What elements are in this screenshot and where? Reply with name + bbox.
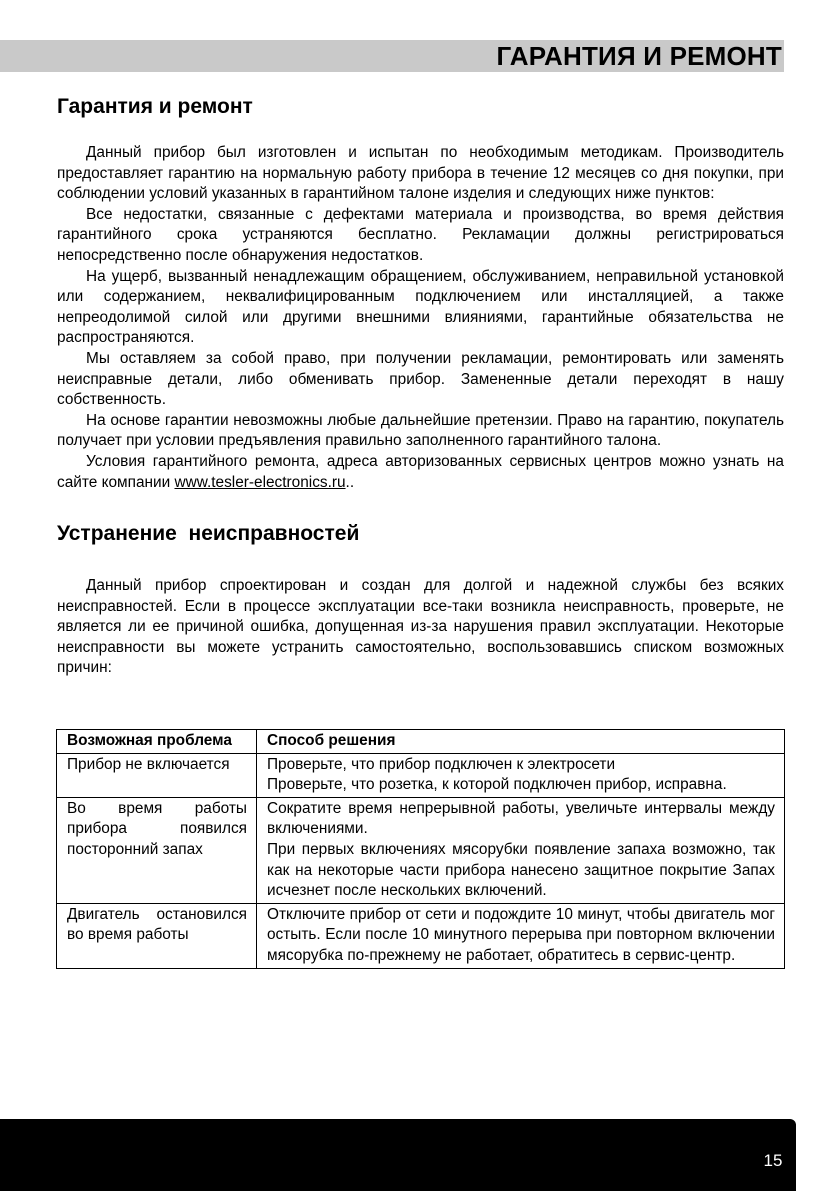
warranty-text [57,143,784,493]
problem-cell [57,797,257,903]
problem-cell [57,903,257,968]
column-header-solution: Способ решения [257,730,785,754]
warranty-paragraph: Данный прибор был изготовлен и испытан по необходимым методикам. Производитель предоставляет гарантию на нормальную работу прибора в течение 12 месяцев со дня покупки, при соблюдении условий указанных в гарантийном талоне изделия и следующих ниже пунктов: [57,144,784,203]
website-link[interactable]: www.tesler-electronics.ru [174,473,346,491]
page-number: 15 [750,1130,796,1191]
solution-text: Проверьте, что прибор подключен к электросети [267,755,616,773]
column-header-problem: Возможная проблема [57,730,257,754]
table-row [57,797,785,903]
warranty-paragraph-service [57,452,784,493]
header-bar [0,40,784,72]
solution-text: Сократите время непрерывной работы, увеличьте интервалы между включениями. [267,799,775,838]
problem-text: Прибор не включается [67,755,230,773]
page-title: ГАРАНТИЯ И РЕМОНТ [496,41,782,71]
solution-cell [257,753,785,797]
table-header-row [57,730,785,754]
table-row [57,753,785,797]
problem-text: Во время работы прибора появился посторонний запах [67,799,247,858]
solution-text: Отключите прибор от сети и подождите 10 минут, чтобы двигатель мог остыть. Если после 10 минутного перерыва при повторном включении мясорубка по-прежнему не работает, обратитесь в сервис-центр. [267,905,775,964]
solution-cell [257,903,785,968]
service-text-tail: .. [345,473,355,491]
solution-text: При первых включениях мясорубки появление запаха возможно, так как на некоторые части прибора нанесено защитное покрытие Запах исчезнет после нескольких включений. [267,840,775,900]
warranty-paragraph: Мы оставляем за собой право, при получении рекламации, ремонтировать или заменять неисправные детали, либо обменивать прибор. Замененные детали переходят в нашу собственность. [57,349,784,409]
warranty-heading: Гарантия и ремонт [57,95,253,118]
warranty-paragraph: На ущерб, вызванный ненадлежащим обращением, обслуживанием, неправильной установкой или содержанием, неквалифицированным подключением или инсталляцией, а также непреодолимой силой или другими внешними влияниями, гарантийные обязательства не распространяются. [57,267,784,347]
troubleshooting-heading: Устранение неисправностей [57,522,360,546]
troubleshooting-intro: Данный прибор спроектирован и создан для долгой и надежной службы без всяких неисправностей. Если в процессе эксплуатации все-таки возникла неисправность, проверьте, не является ли ее причиной ошибка, допущенная из-за нарушения правил эксплуатации. Некоторые неисправности вы можете устранить самостоятельно, воспользовавшись списком возможных причин: [57,577,784,677]
warranty-paragraph: Все недостатки, связанные с дефектами материала и производства, во время действия гарантийного срока устраняются бесплатно. Рекламации должны регистрироваться непосредственно после обнаружения недостатков. [57,205,784,264]
service-text: Условия гарантийного ремонта, адреса авторизованных сервисных центров можно узнать на сайте компании [57,452,784,491]
warranty-paragraph: На основе гарантии невозможны любые дальнейшие претензии. Право на гарантию, покупатель получает при условии предъявления правильно заполненного гарантийного талона. [57,411,784,450]
footer-bar [0,1119,796,1191]
troubleshooting-table [56,729,785,969]
main-content [57,94,784,679]
problem-text: Двигатель остановился во время работы [67,905,247,944]
solution-text: Проверьте, что розетка, к которой подключен прибор, исправна. [267,776,727,794]
table-row [57,903,785,968]
problem-cell [57,753,257,797]
solution-cell [257,797,785,903]
